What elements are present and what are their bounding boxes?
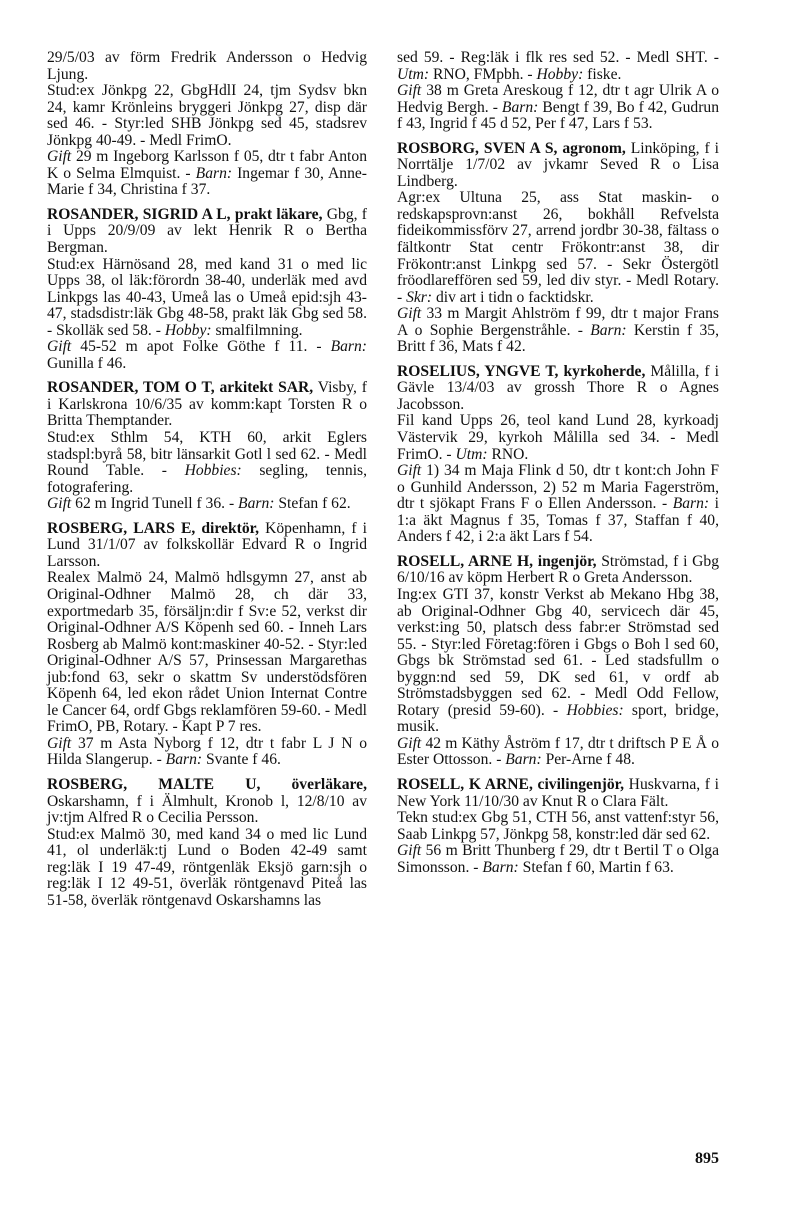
entry-heading: ROSBORG, SVEN A S, agronom,: [397, 139, 626, 157]
gift-label: Gift: [47, 734, 72, 752]
hobby-label: Hobbies:: [566, 701, 624, 719]
gift-label: Gift: [397, 462, 422, 480]
entry-text: Stefan f 60, Martin f 63.: [518, 858, 674, 876]
entry-intro: [397, 554, 719, 587]
entry-text: Oskarshamn, f i Älmhult, Kronob l, 12/8/10 av jv:tjm Alfred R o Cecilia Persson.: [47, 792, 367, 827]
entry-family: [397, 843, 719, 876]
entry-text: 29/5/03 av förm Fredrik Andersson o Hedvig Ljung.: [47, 49, 367, 83]
entry-intro: [397, 777, 719, 810]
entry-intro: [397, 364, 719, 414]
entry-text: RNO, FMpbh. -: [429, 65, 537, 83]
entry-family: [397, 83, 719, 133]
entry-rosell-arne-h: [397, 554, 719, 769]
entry-family: [397, 306, 719, 356]
entry-text: Stud:ex Härnösand 28, med kand 31 o med lic Upps 38, ol läk:förordn 38-40, underläk med avd Linkpgs las 40-43, Umeå las o Umeå epid:sjh 43-47, stadsdistr:läk Gbg 48-58, prakt läk Gbg sed 58. - Skolläk sed 58. -: [47, 255, 367, 339]
entry-text: Ingemar f 30, Anne-Marie f 34, Christina f 37.: [47, 164, 367, 199]
entry-text: Visby, f i Karlskrona 10/6/35 av komm:kapt Torsten R o Britta Themptander.: [47, 379, 367, 430]
entry-text: Stud:ex Sthlm 54, KTH 60, arkit Eglers stadspl:byrå 58, bitr länsarkit Gotl l sed 62. - Medl Round Table. -: [47, 429, 367, 480]
entry-rosell-k-arne: [397, 777, 719, 876]
entry-rosborg-sven: [397, 141, 719, 356]
gift-label: Gift: [397, 305, 422, 323]
entry-intro: [47, 777, 367, 827]
barn-label: Barn:: [238, 495, 275, 513]
entry-career: [47, 430, 367, 496]
entry-text: 56 m Britt Thunberg f 29, dtr t Bertil T o Olga Simonsson. -: [397, 842, 719, 876]
entry-family: [47, 736, 367, 769]
entry-intro: [47, 207, 367, 257]
entry-text: i 1:a äkt Magnus f 35, Tomas f 37, Staffan f 40, Anders f 42, i 2:a äkt Lars f 54.: [397, 495, 720, 546]
left-column: [47, 50, 367, 909]
entry-text: 1) 34 m Maja Flink d 50, dtr t kont:ch John F o Gunhild Andersson, 2) 52 m Maria Fagerström, dtr t sjökapt Frans F o Ellen Andersson. -: [397, 462, 719, 513]
entry-text: 45-52 m apot Folke Göthe f 11. -: [71, 338, 331, 356]
entry-text: Målilla, f i Gävle 13/4/03 av grossh Thore R o Agnes Jacobsson.: [397, 362, 719, 413]
entry-text: RNO.: [487, 445, 529, 463]
entry-career: [397, 413, 719, 463]
entry-heading: ROSELIUS, YNGVE T, kyrkoherde,: [397, 362, 646, 380]
barn-label: Barn:: [195, 164, 233, 182]
entry-text: 37 m Asta Nyborg f 12, dtr t fabr L J N o Hilda Slangerup. -: [47, 734, 367, 769]
entry-text: 42 m Käthy Åström f 17, dtr t driftsch P E Å o Ester Ottosson. -: [397, 734, 719, 769]
barn-label: Barn:: [330, 338, 367, 356]
entry-rosberg-lars: [47, 521, 367, 769]
barn-label: Barn:: [501, 98, 539, 116]
entry-text: Huskvarna, f i New York 11/10/30 av Knut R o Clara Fält.: [397, 775, 719, 810]
entry-heading: ROSBERG, MALTE U, överläkare,: [47, 775, 367, 793]
entry-text: sport, bridge, musik.: [397, 701, 719, 736]
entry-family: [47, 339, 367, 372]
hobby-label: Hobby:: [164, 321, 212, 339]
entry-heading: ROSANDER, SIGRID A L, prakt läkare,: [47, 205, 323, 223]
entry-roselius-yngve: [397, 364, 719, 546]
entry-text: Bengt f 39, Bo f 42, Gudrun f 43, Ingrid f 45 d 52, Per f 47, Lars f 53.: [397, 98, 719, 133]
entry-text: Agr:ex Ultuna 25, ass Stat maskin- o redskapsprovn:anst 26, bokhåll Refvelsta fideikommissförv 27, arrend jordbr 30-38, fältass o fältkontr Stat centr Frökontr:anst 38, dir Frökontr:anst Linkpg sed 57. - Sekr Östergötl fröodlareffören sed 59, led div styr. - Medl Rotary. -: [397, 189, 719, 306]
entry-text: fiske.: [583, 65, 622, 83]
entry-text: 29 m Ingeborg Karlsson f 05, dtr t fabr Anton K o Selma Elmquist. -: [47, 148, 367, 182]
right-column: [397, 50, 719, 876]
entry-career: Tekn stud:ex Gbg 51, CTH 56, anst vattenf:styr 56, Saab Linkpg 57, Jönkpg 58, konstr:led där sed 62.: [397, 809, 719, 843]
entry-heading: ROSELL, ARNE H, ingenjör,: [397, 552, 597, 570]
entry-text: Linköping, f i Norrtälje 1/7/02 av jvkamr Seved R o Lisa Lindberg.: [397, 139, 719, 190]
gift-label: Gift: [397, 734, 422, 752]
entry-continuation: [47, 50, 367, 199]
entry-family: [397, 736, 719, 769]
entry-intro: [397, 141, 719, 191]
entry-family: [47, 496, 367, 513]
entry-text: Per-Arne f 48.: [541, 751, 635, 769]
entry-rosander-tom: [47, 380, 367, 512]
entry-text: 62 m Ingrid Tunell f 36. -: [71, 495, 239, 513]
entry-text: div art i tidn o facktidskr.: [432, 288, 594, 306]
entry-text: Ing:ex GTI 37, konstr Verkst ab Mekano Hbg 38, ab Original-Odhner Gbg 40, servicech där 45, verkst:ing 50, platsch dess fabr:er Strömstad sed 55. - Styr:led Företag:fören i Gbgs o Boh l sed 60, Gbgs bk Strömstad sed 61. - Led stadsfullm o byggn:nd sed 59, DK sed 61, v ordf ab Strömstadsbyggen sed 62. - Medl Odd Fellow, Rotary (presid 59-60). -: [397, 585, 719, 719]
page-number: 895: [695, 1150, 719, 1167]
entry-rosberg-malte-continued: [397, 50, 719, 133]
entry-text: segling, tennis, fotografering.: [47, 462, 367, 496]
hobby-label: Hobby:: [536, 65, 584, 83]
entry-text: Svante f 46.: [202, 751, 281, 769]
barn-label: Barn:: [482, 858, 519, 876]
entry-text: 33 m Margit Ahlström f 99, dtr t major Frans A o Sophie Bergenstråhle. -: [397, 305, 719, 339]
entry-heading: ROSELL, K ARNE, civilingenjör,: [397, 775, 625, 793]
entry-career: [397, 190, 719, 306]
hobby-label: Hobbies:: [184, 462, 242, 480]
entry-career: [47, 257, 367, 340]
entry-intro: [47, 380, 367, 430]
gift-label: Gift: [397, 82, 422, 100]
entry-text: Kerstin f 35, Britt f 36, Mats f 42.: [397, 321, 719, 356]
entry-intro: [47, 521, 367, 571]
gift-label: Gift: [397, 842, 422, 860]
skr-label: Skr:: [406, 288, 433, 306]
entry-text: smalfilmning.: [211, 321, 303, 339]
entry-heading: ROSBERG, LARS E, direktör,: [47, 519, 260, 537]
utm-label: Utm:: [397, 65, 430, 83]
gift-label: Gift: [47, 338, 72, 356]
entry-rosberg-malte: [47, 777, 367, 909]
barn-label: Barn:: [165, 751, 203, 769]
entry-family: [397, 463, 719, 546]
entry-heading: ROSANDER, TOM O T, arkitekt SAR,: [47, 379, 314, 397]
entry-text: Strömstad, f i Gbg 6/10/16 av köpm Herbert R o Greta Andersson.: [397, 552, 719, 587]
barn-label: Barn:: [672, 495, 710, 513]
entry-text: Köpenhamn, f i Lund 31/1/07 av folkskollär Edvard R o Ingrid Larsson.: [47, 519, 367, 570]
entry-career: Stud:ex Malmö 30, med kand 34 o med lic Lund 41, ol underläk:tj Lund o Boden 42-49 samt reg:läk I 19 47-49, röntgenläk Eksjö garn:sjh o reg:läk I 12 49-51, överläk röntgenavd Piteå las 51-58, överläk röntgenavd Oskarshamns las: [47, 825, 367, 909]
entry-family: [47, 149, 367, 199]
gift-label: Gift: [47, 495, 72, 513]
entry-text: Stud:ex Jönkpg 22, GbgHdlI 24, tjm Sydsv bkn 24, kamr Krönleins bryggeri Jönkpg 27, disp där sed 46. - Styr:led SHB Jönkpg sed 45, stadsrev Jönkpg 40-49. - Medl FrimO.: [47, 82, 367, 149]
entry-text: 38 m Greta Areskoug f 12, dtr t agr Ulrik A o Hedvig Bergh. -: [397, 82, 719, 116]
entry-text: sed 59. - Reg:läk i flk res sed 52. - Medl SHT. -: [397, 49, 719, 66]
entry-text: Gunilla f 46.: [47, 354, 127, 372]
entry-text: Stefan f 62.: [274, 495, 351, 513]
entry-rosander-sigrid: [47, 207, 367, 372]
utm-label: Utm:: [455, 445, 488, 463]
barn-label: Barn:: [505, 751, 542, 769]
entry-career: [397, 50, 719, 83]
gift-label: Gift: [47, 148, 72, 166]
entry-text: Fil kand Upps 26, teol kand Lund 28, kyrkoadj Västervik 29, kyrkoh Målilla sed 34. - Medl FrimO. -: [397, 412, 719, 463]
barn-label: Barn:: [590, 321, 627, 339]
entry-career: [397, 587, 719, 736]
entry-career: Realex Malmö 24, Malmö hdlsgymn 27, anst ab Original-Odhner Malmö 28, ch där 33, exportmedarb 35, försäljn:dir f Sv:e 52, verkst dir Original-Odhner A/S Köpenh sed 60. - Inneh Lars Rosberg ab Malmö kont:maskiner 40-52. - Styr:led Original-Odhner A/S 57, Prinsessan Margarethas jub:fond 63, sekr o skattm Sv understödsfören Köpenh 64, led ekon rådet Union Internat Contre le Cancer 64, ordf Gbgs reklamfören 59-60. - Medl FrimO, PB, Rotary. - Kapt P 7 res.: [47, 569, 367, 736]
entry-text: Gbg, f i Upps 20/9/09 av lekt Henrik R o Bertha Bergman.: [47, 205, 367, 257]
